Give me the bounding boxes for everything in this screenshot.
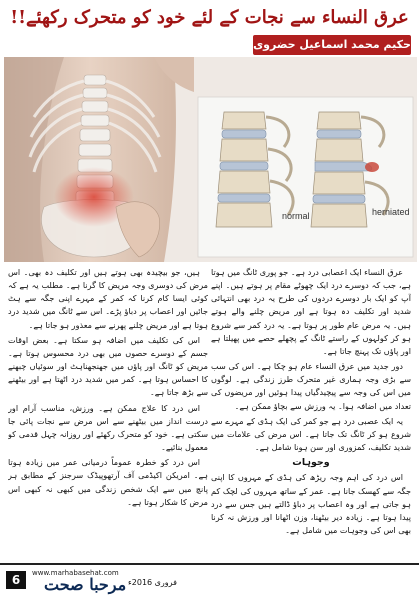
text-column-left [8,266,208,558]
paragraph: اس کی تکلیف میں اضافہ ہو سکتا ہے۔ بعض اوقات جسم کے دوسرے حصوں میں بھی درد محسوس ہوتا ہے۔ مریض کو ٹانگ اور پاؤں میں جھنجھناہٹ اور سوئیاں چبھنے کا احساس ہوتا ہے۔ کمر میں شدید درد اٹھتا ہے اور بیٹھنے سے بڑھ جاتا ہے۔ [8,334,208,398]
article-photo [4,57,417,262]
paragraph: ہیں، جو بیچیدہ بھی ہوتے ہیں اور تکلیف دہ بھی۔ اس مرض کی دوسری وجہ مریض کا گرنا ہے۔ مطلب یہ ہے کہ کوئی ایسا کام کرنا کہ کمر کے مہرے اپنی جگہ سے ہٹ جائیں اور اعصاب پر دباؤ پڑے۔ اس سے ٹانگ میں شدید درد ہوتا ہے اور مریض چلنے پھرنے سے معذور ہو جاتا ہے۔ [8,267,208,330]
paragraph: دور جدید میں عرق النساء عام ہو چکا ہے۔ اس کی سب سے بڑی وجہ ہماری غیر متحرک طرز زندگی ہے۔ لوگوں میں اس کی وجہ سے پیچیدگیاں پیدا ہوئیں اور مریضوں کی تعداد میں اضافہ ہوا۔ یہ ورزش سے بچاؤ ممکن ہے۔ [211,361,411,411]
label-normal: normal [282,211,310,221]
paragraph: اس درد کی اہم وجہ ریڑھ کی ہڈی کے مہروں کا اپنی جگہ سے کھسک جانا ہے۔ عمر کے ساتھ مہروں کی لچک کم ہو جاتی ہے اور وہ اعصاب پر دباؤ ڈالتے ہیں جس سے درد پیدا ہوتا ہے۔ زیادہ دیر بیٹھنا، وزن اٹھانا اور ورزش نہ کرنا بھی اس کی وجوہات میں شامل ہے۔ [211,472,411,535]
magazine-logo: مرحبا صحت [44,575,127,594]
author-banner: حکیم محمد اسماعیل حضروی [253,35,411,55]
paragraph: یہ ایک عصبی درد ہے جو کمر کی ایک ہڈی کے مہرے سے شروع ہو کر ٹانگ تک جاتا ہے۔ اس مرض کی علامات میں شدید تکلیف، کمزوری اور سن ہونا شامل ہے۔ [211,415,411,453]
paragraph: عرق النساء ایک اعصابی درد ہے۔ جو پوری ٹانگ میں ہوتا ہے، جب کہ دوسرے درد ایک چھوٹے مقام پر ہوتے ہیں۔ اپنے آپ کو ایک بار دوسرے دردوں کی طرح یہ درد بھی انتہائی شدید اور تکلیف دہ ہوتا ہے اور مریض چلنے والے ہوتے ہیں۔ یہ مرض عام طور پر ہوتا ہے۔ یہ درد کمر سے شروع ہو کر کولہوں کے راستے ٹانگ کے پچھلے حصے میں پھیلتا ہے اور پاؤں تک پہنچ جاتا ہے۔ [211,267,411,356]
text-column-right [211,266,411,558]
page-number: 6 [6,571,26,589]
article-title: عرق النساء سے نجات کے لئے خود کو متحرک رکھئے!! [10,7,409,28]
website-link[interactable]: www.marhabasehat.com [32,569,119,577]
issue-date: فروری 2016ء [128,578,177,587]
back-pain-illustration [4,57,417,262]
label-herniated: herniated [372,207,410,217]
footer-divider [0,563,419,565]
paragraph: اس درد کا علاج ممکن ہے۔ ورزش، مناسب آرام اور درست انداز میں بیٹھنے سے اس مرض سے نجات پائی جا سکتی ہے۔ خود کو متحرک رکھئے اور روزانہ چہل قدمی کو معمول بنائیے۔ [8,402,208,453]
page-footer [0,561,419,595]
paragraph: اس درد کو خطرہ عموماً درمیانی عمر میں زیادہ ہوتا ہے۔ امریکن اکیڈمی آف آرتھوپیڈک سرجنز کے مطابق ہر پانچ میں سے ایک شخص زندگی میں کبھی نہ کبھی اس مرض کا شکار ہوتا ہے۔ [8,457,208,507]
section-heading: وجوہات [292,457,330,469]
